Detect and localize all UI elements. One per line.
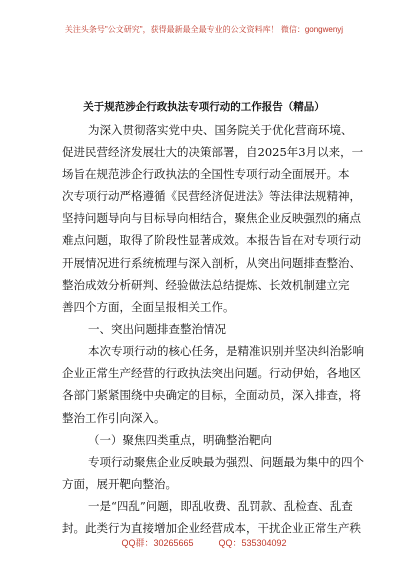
body-line: 整治成效分析研判、经验做法总结提炼、长效机制建立完 xyxy=(62,278,350,292)
body-line: 本次专项行动的核心任务，是精准识别并坚决纠治影响 xyxy=(88,344,364,358)
body-line: 难点问题，取得了阶段性显著成效。本报告旨在对专项行动 xyxy=(62,233,361,247)
body-line: 专项行动聚焦企业反映最为强烈、问题最为集中的四个 xyxy=(88,455,364,469)
body-line: 为深入贯彻落实党中央、国务院关于优化营商环境、 xyxy=(88,123,353,137)
contact-banner: QQ群：30265665 QQ：535304092 xyxy=(121,538,287,548)
body-line: 坚持问题导向与目标导向相结合，聚焦企业反映强烈的痛点 xyxy=(62,211,361,225)
body-line: 方面，展开靶向整治。 xyxy=(62,477,177,491)
body-line: 场旨在规范涉企行政执法的全国性专项行动全面展开。本 xyxy=(62,167,350,181)
section-heading: 一、突出问题排查整治情况 xyxy=(88,322,226,336)
body-line: 各部门紧紧围绕中央确定的目标，全面动员，深入排查，将 xyxy=(62,388,361,402)
document-title: 关于规范涉企行政执法专项行动的工作报告（精品） xyxy=(83,101,325,113)
body-line: 次专项行动严格遵循《民营经济促进法》等法律法规精神， xyxy=(62,189,361,203)
body-line: 开展情况进行系统梳理与深入剖析，从突出问题排查整治、 xyxy=(62,256,361,270)
subsection-heading: （一）聚焦四类重点，明确整治靶向 xyxy=(88,433,272,447)
body-line: 一是“四乱”问题，即乱收费、乱罚款、乱检查、乱查 xyxy=(88,499,353,513)
body-line: 整治工作引向深入。 xyxy=(62,411,166,425)
promo-banner: 关注头条号"公文研究"，获得最新最全最专业的公文资料库！ 微信：gongwenyj xyxy=(64,25,344,34)
body-line: 封。此类行为直接增加企业经营成本，干扰企业正常生产秩 xyxy=(62,521,361,535)
body-line: 促进民营经济发展壮大的决策部署，自2025年3月以来，一 xyxy=(62,145,364,159)
body-line: 善四个方面，全面呈报相关工作。 xyxy=(62,300,235,314)
body-line: 企业正常生产经营的行政执法突出问题。行动伊始，各地区 xyxy=(62,366,361,380)
